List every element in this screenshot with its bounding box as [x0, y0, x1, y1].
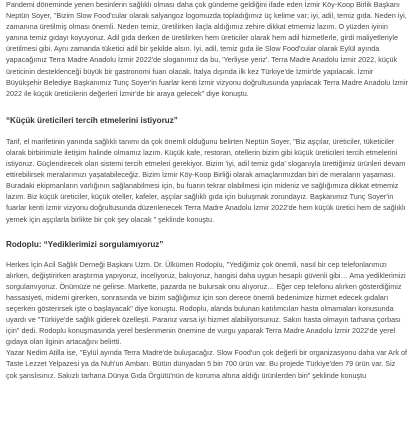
paragraph-nedim-atilla: Yazar Nedim Atilla ise, "Eylül ayında Terra Madre'de buluşacağız. Slow Food'un çok değerli bir organizasyonu daha var Ark of Taste Lezzet Yelpazesi ya da Nuh'un Ambarı. Bütün dünyadan 5 bin 700 ürün var. Bu projede Türkiye'den 79 ürün var. Siz çok şanslısınız. Sakızlı tarhana Dünya Gıda Örgütü'nün de koruma altına aldığı ürünlerden biri" şeklinde konuştu: [6, 348, 408, 380]
heading-rodoplu: Rodoplu: “Yediklerimizi sorgulamıyoruz”: [6, 239, 164, 249]
paragraph-neptun-soyer: Tarif, el marifetinin yanında sağlıklı tanımı da çok önemli olduğunu belirten Neptün Soyer, "Biz aşçılar, üreticiler, tüketiciler olarak birbirimizle iletişim halinde olmamız lazım. Küçük kafe, restoran, otellerin bizim gibi küçük üreticileri tercih etmelerini istiyoruz. Güçlendirecek olan sistemi tercih etmeleri gerekiyor. Bizim 'iyi, adil temiz gıda' sloganıyla ürettiğimiz ürünleri devam ettirebilirsek meralarımızı yaşatabileceğiz. Bizim İzmir Köy-Koop Birliği olarak amaçlarımızdan biri de meraların yaşaması. Buradaki ekipmanların varlığının sağlanabilmesi için, bu fuarın tekrar olabilmesi için mideniz ve sağlığımıza dikkat etmemiz lazım. Biz küçük üreticiler, küçük oteller, kafeler, aşçılar sağlıklı gıda için buluşmak zorundayız. Başkanımız Tunç Soyer'in fuarlar kenti İzmir vizyonu doğrultusunda düzenlenecek Terra Madre Anadolu İzmir 2022'de hem küçük üretici hem de sağlıklı yemek için aşçılarla birlikte bir çok şey olacak " şeklinde konuştu.: [6, 136, 406, 224]
paragraph-intro: Pandemi döneminde yenen besinlerin sağlıklı olması daha çok gündeme geldiğini ifade eden İzmir Köy-Koop Birlik Başkanı Neptün Soyer, "Bizim Slow Food'cular olarak salyangoz logomuzda topladığımız üç kelime var; iyi, adil, temiz gıda. Neden iyi, zamanına üretilmiş olması önemli. Neden temiz, üretilirken ilaçla aldığımız zehire dikkat etmemiz lazım. O yüzden iyinin yanına temiz gıdayı koyuyoruz. Adil gıda derken de üretilirken hem üreticiler olarak hem adil hizmetlerle, girdi maliyetleriyle üretilmesi gibi. Aynı zamanda tüketici adil bir şekilde alsın. İyi, adil, temiz gıda ile Slow Food'cular olarak Eylül ayında yapacağımız Terra Madre Anadolu İzmir 2022'de sloganımız da bu, 'Yerliyse yeriz'. Terra Madre Anadolu İzmir 2022, küçük üreticinin desteklenceği büyük bir gastronomi fuarı olacak. İtalya dışında ilk kez Türkiye'de İzmir'de yapılacak. İzmir Büyükşehir Belediye Başkanımız Tunç Soyer'in fuarlar kenti İzmir vizyonu doğrultusunda yapılacak Terra Madre Anadolu İzmir 2022 ile küçük üreticilerin değerleri İzmir'de bir araya gelecek" diye konuştu.: [6, 0, 408, 98]
heading-kucuk-ureticiler: “Küçük üreticileri tercih etmelerini istiyoruz”: [6, 115, 178, 125]
paragraph-rodoplu: Herkes İçin Acil Sağlık Derneği Başkanı Uzm. Dr. Ülkümen Rodoplu, "Yediğimiz çok önemli, nasıl bir cep telefonlarımızı alırken, değiştirirken araştırma yapıyoruz, inceliyoruz, bakıyoruz, hangisi daha uygun hesaplı güvenli gibi… Ama yediklerimizi sorgulamıyoruz. Önümüze ne gelirse. Markette, pazarda ne bulursak onu alıyoruz… Eğer cep telefonu alırken gösterdiğimiz hassasiyeti, midemi girerken, sonrasında ve bizim sağlığımız için son derece önemli bedenimize hizmet edecek gıdaları seçerken gösterirsek işte o başlayacak" diye konuştu. Rodoplu, alanda bulunan katılımcıları hasta olmamaları konusunda uyardı ve "Türkiye'de sağlık giderek özelleşti. Paranız varsa iyi hizmet alabiliyorsunuz. Sakın hasta olmayın tarhana çorbası için" dedi. Rodoplu konuşmasında yerel beslenmenin önemine de vurgu yaparak Terra Madre Anadolu İzmir 2022'de yerel gıdaya olan ilginin artacağını belirtti.: [6, 259, 406, 347]
